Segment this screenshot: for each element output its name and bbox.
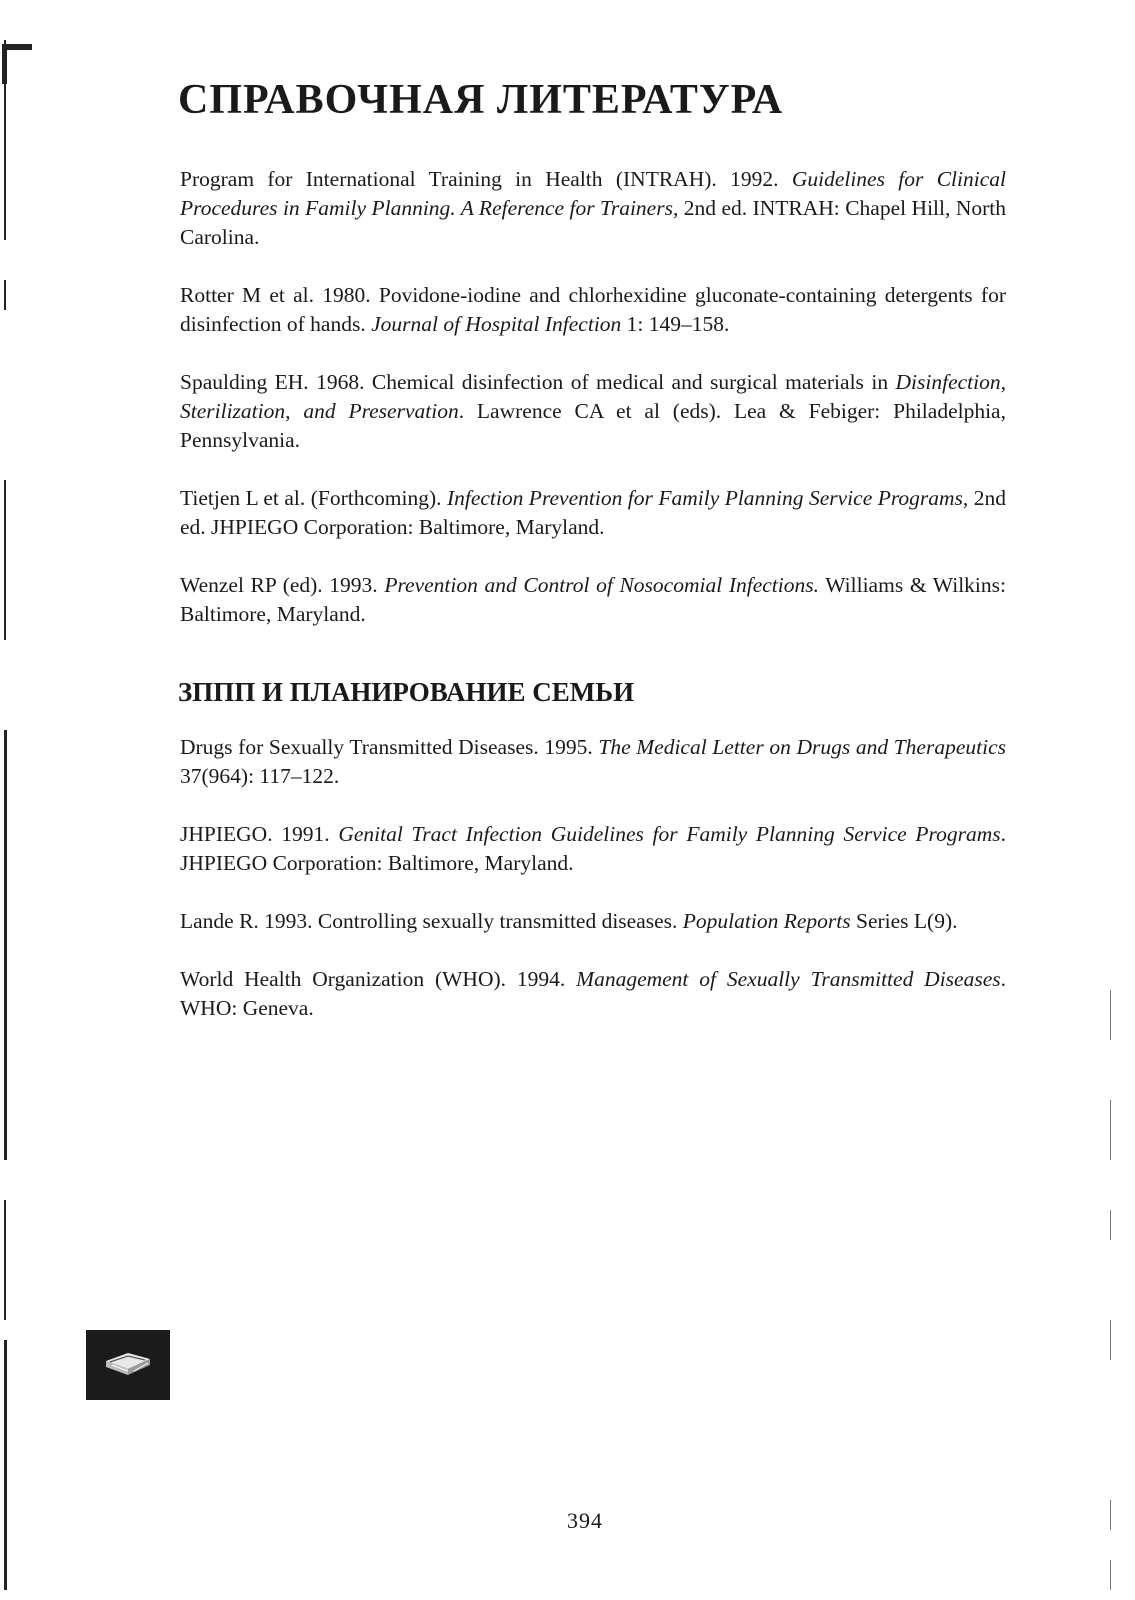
reference-title: The Medical Letter on Drugs and Therapeutics [598,735,1006,759]
reference-list-general [180,165,1006,658]
reference-text: Program for International Training in Health (INTRAH). 1992. [180,167,792,191]
reference-text: JHPIEGO. 1991. [180,822,339,846]
reference-title: Management of Sexually Transmitted Diseases [576,967,1001,991]
reference-title: Genital Tract Infection Guidelines for Family Planning Service Programs [338,822,1001,846]
reference-text: . JHPIEGO Corporation: Baltimore, Maryland. [180,822,1006,875]
reference-text: Drugs for Sexually Transmitted Diseases. 1995. [180,735,599,759]
reference-title: Journal of Hospital Infection [371,312,622,336]
reference-title: Population Reports [682,909,851,933]
reference-text: 1: 149–158. [621,312,730,336]
page-title: СПРАВОЧНАЯ ЛИТЕРАТУРА [178,77,784,123]
section-title: ЗППП И ПЛАНИРОВАНИЕ СЕМЬИ [178,677,635,707]
reference-text: . WHO: Geneva. [180,967,1006,1020]
reference-title: Guidelines for Clinical Procedures in Family Planning. A Reference for Trainers [180,167,1006,220]
reference-entry [180,368,1006,455]
reference-text: Lande R. 1993. Controlling sexually transmitted diseases. [180,909,683,933]
reference-list-std [180,733,1006,1052]
reference-text: Tietjen L et al. (Forthcoming). [180,486,447,510]
reference-text: Wenzel RP (ed). 1993. [180,573,385,597]
reference-entry [180,484,1006,542]
book-icon [86,1330,170,1400]
reference-entry [180,733,1006,791]
reference-entry [180,281,1006,339]
reference-text: . Lawrence CA et al (eds). Lea & Febiger: Philadelphia, Pennsylvania. [180,399,1006,452]
reference-text: Rotter M et al. 1980. Povidone-iodine and chlorhexidine gluconate-containing detergents for disinfection of hands. [180,283,1006,336]
reference-title: Prevention and Control of Nosocomial Infections. [384,573,819,597]
reference-text: World Health Organization (WHO). 1994. [180,967,577,991]
reference-entry [180,165,1006,252]
reference-entry [180,571,1006,629]
reference-entry [180,965,1006,1023]
reference-title: Infection Prevention for Family Planning Service Programs [446,486,963,510]
scan-left-edge [4,40,7,1590]
reference-entry [180,820,1006,878]
reference-text: , 2nd ed. INTRAH: Chapel Hill, North Carolina. [180,196,1006,249]
reference-text: Williams & Wilkins: Baltimore, Maryland. [180,573,1006,626]
book-icon-graphic [98,1343,158,1387]
reference-title: Disinfection, Sterilization, and Preservation [180,370,1006,423]
reference-text: Series L(9). [850,909,958,933]
reference-entry [180,907,1006,936]
reference-text: 37(964): 117–122. [180,764,340,788]
reference-text: , 2nd ed. JHPIEGO Corporation: Baltimore, Maryland. [180,486,1007,539]
reference-text: Spaulding EH. 1968. Chemical disinfection of medical and surgical materials in [180,370,896,394]
page-number: 394 [567,1508,603,1533]
